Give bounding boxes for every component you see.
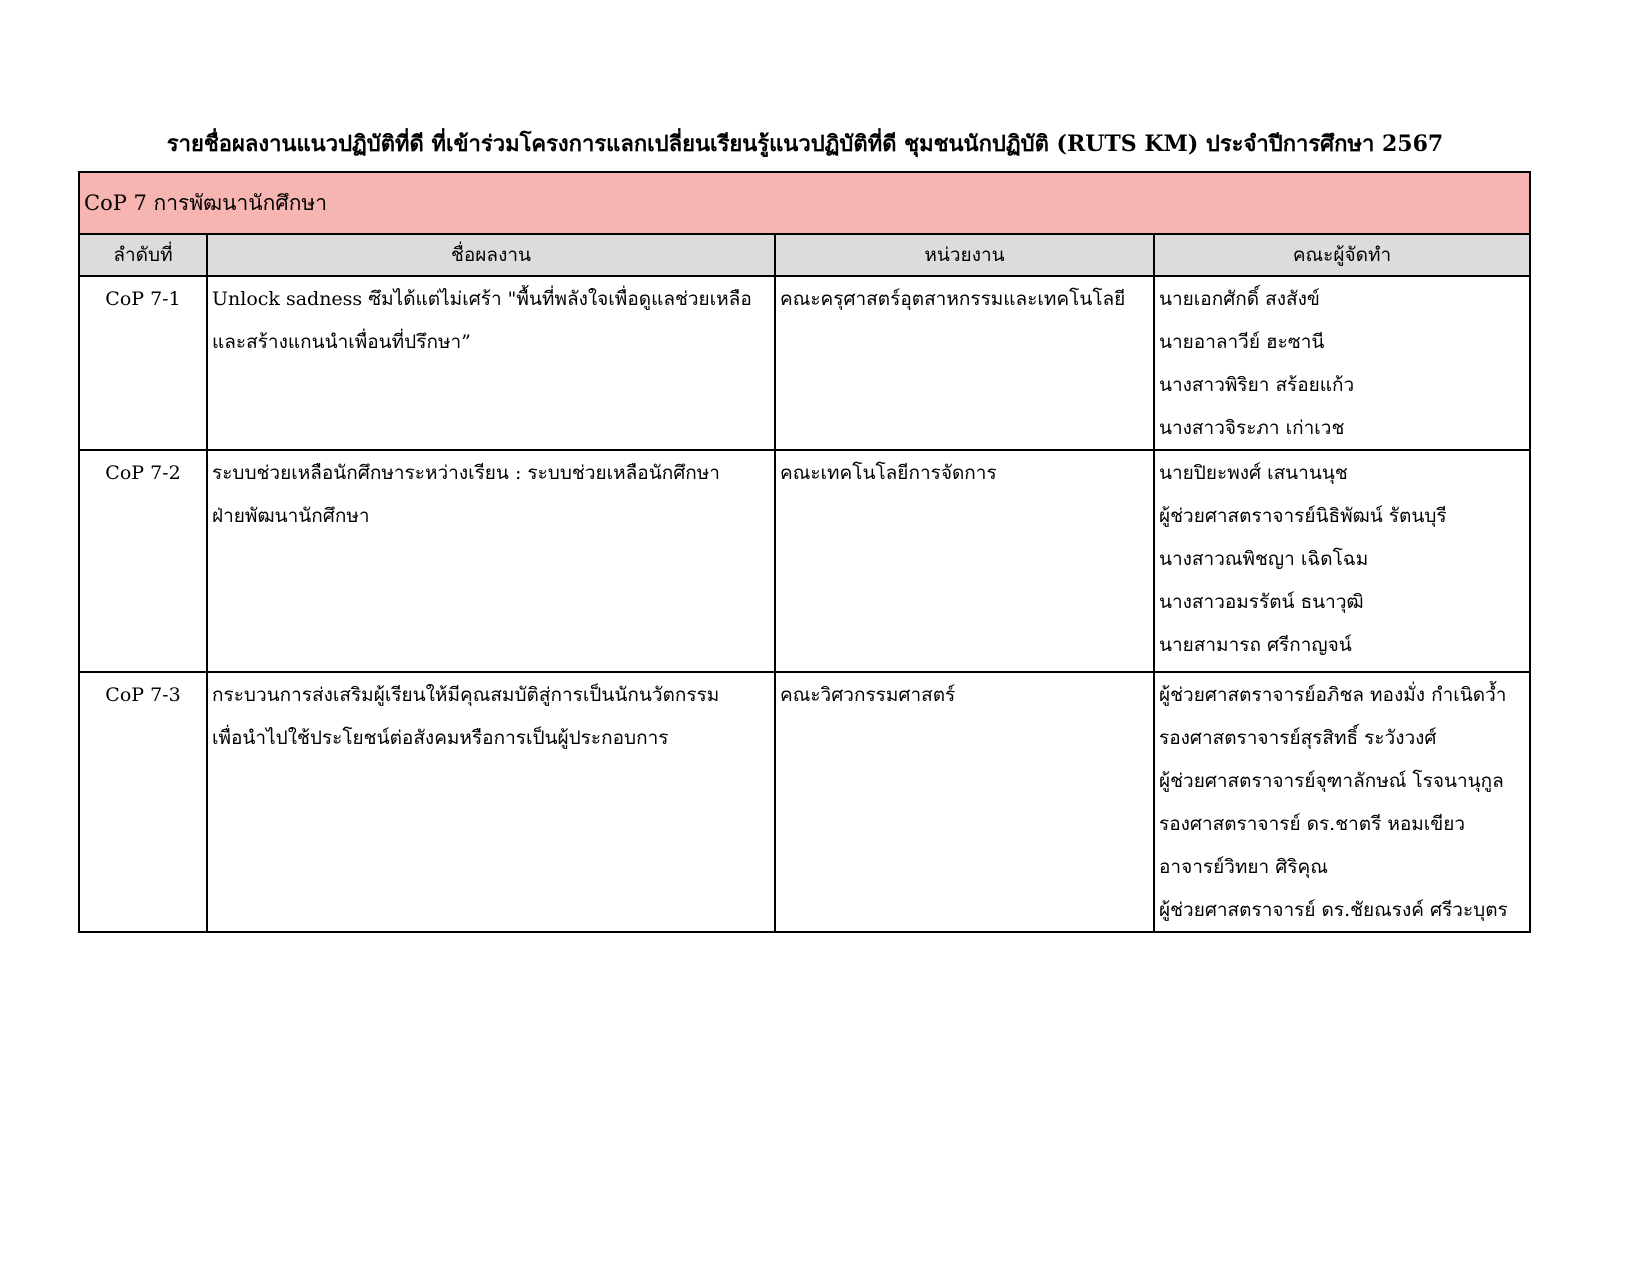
member-name: ผู้ช่วยศาสตราจารย์ ดร.ชัยณรงค์ ศรีวะบุตร xyxy=(1159,899,1508,921)
member-name: นางสาวจิระภา เก่าเวช xyxy=(1159,417,1345,439)
page-title: รายชื่อผลงานแนวปฏิบัติที่ดี ที่เข้าร่วมโครงการแลกเปลี่ยนเรียนรู้แนวปฏิบัติที่ดี ชุมชนนักปฏิบัติ (RUTS KM) ประจำปีการศึกษา 2567 xyxy=(166,131,1444,157)
row-title-line: Unlock sadness ซึมได้แต่ไม่เศร้า "พื้นที่พลังใจเพื่อดูแลช่วยเหลือ xyxy=(212,288,752,310)
member-name: นางสาวณพิชญา เฉิดโฉม xyxy=(1159,548,1369,570)
row-id: CoP 7-2 xyxy=(79,450,207,672)
member-name: นายปิยะพงศ์ เสนานนุช xyxy=(1159,462,1348,484)
header-row xyxy=(79,234,1530,276)
member-name: นายเอกศักดิ์ สงสังข์ xyxy=(1159,288,1320,310)
row-id: CoP 7-3 xyxy=(79,672,207,932)
header-work-name: ชื่อผลงาน xyxy=(207,234,775,276)
group-row xyxy=(79,172,1530,234)
row-department-text: คณะครุศาสตร์อุตสาหกรรมและเทคโนโลยี xyxy=(780,288,1126,310)
header-order: ลำดับที่ xyxy=(79,234,207,276)
row-title-line: และสร้างแกนนำเพื่อนที่ปรึกษา” xyxy=(212,331,471,353)
group-title: CoP 7 การพัฒนานักศึกษา xyxy=(79,172,1530,234)
member-name: ผู้ช่วยศาสตราจารย์จุฑาลักษณ์ โรจนานุกูล xyxy=(1159,770,1504,792)
works-table xyxy=(78,171,1531,933)
row-department xyxy=(775,450,1154,672)
row-id: CoP 7-1 xyxy=(79,276,207,450)
member-name: รองศาสตราจารย์สุรสิทธิ์ ระวังวงศ์ xyxy=(1159,727,1437,749)
row-members xyxy=(1154,276,1530,450)
row-department xyxy=(775,672,1154,932)
table-row xyxy=(79,276,1530,450)
row-department xyxy=(775,276,1154,450)
member-name: รองศาสตราจารย์ ดร.ชาตรี หอมเขียว xyxy=(1159,813,1466,835)
member-name: ผู้ช่วยศาสตราจารย์นิธิพัฒน์ รัตนบุรี xyxy=(1159,505,1447,527)
member-name: ผู้ช่วยศาสตราจารย์อภิชล ทองมั่ง กำเนิดว้ำ xyxy=(1159,684,1507,706)
row-title xyxy=(207,450,775,672)
table-row xyxy=(79,450,1530,672)
table-row xyxy=(79,672,1530,932)
row-title-line: ฝ่ายพัฒนานักศึกษา xyxy=(212,505,370,527)
row-members xyxy=(1154,450,1530,672)
member-name: นายสามารถ ศรีกาญจน์ xyxy=(1159,634,1352,656)
member-name: อาจารย์วิทยา ศิริคุณ xyxy=(1159,856,1328,878)
row-title xyxy=(207,672,775,932)
row-members xyxy=(1154,672,1530,932)
row-title-line: ระบบช่วยเหลือนักศึกษาระหว่างเรียน : ระบบช่วยเหลือนักศึกษา xyxy=(212,462,720,484)
header-team: คณะผู้จัดทำ xyxy=(1154,234,1530,276)
header-department: หน่วยงาน xyxy=(775,234,1154,276)
row-title xyxy=(207,276,775,450)
member-name: นายอาลาวีย์ ฮะซานี xyxy=(1159,331,1325,353)
row-title-line: เพื่อนำไปใช้ประโยชน์ต่อสังคมหรือการเป็นผู้ประกอบการ xyxy=(212,727,669,749)
member-name: นางสาวพิริยา สร้อยแก้ว xyxy=(1159,374,1355,396)
row-department-text: คณะเทคโนโลยีการจัดการ xyxy=(780,462,997,484)
row-title-line: กระบวนการส่งเสริมผู้เรียนให้มีคุณสมบัติสู่การเป็นนักนวัตกรรม xyxy=(212,684,720,706)
row-department-text: คณะวิศวกรรมศาสตร์ xyxy=(780,684,956,706)
member-name: นางสาวอมรรัตน์ ธนาวุฒิ xyxy=(1159,591,1364,613)
